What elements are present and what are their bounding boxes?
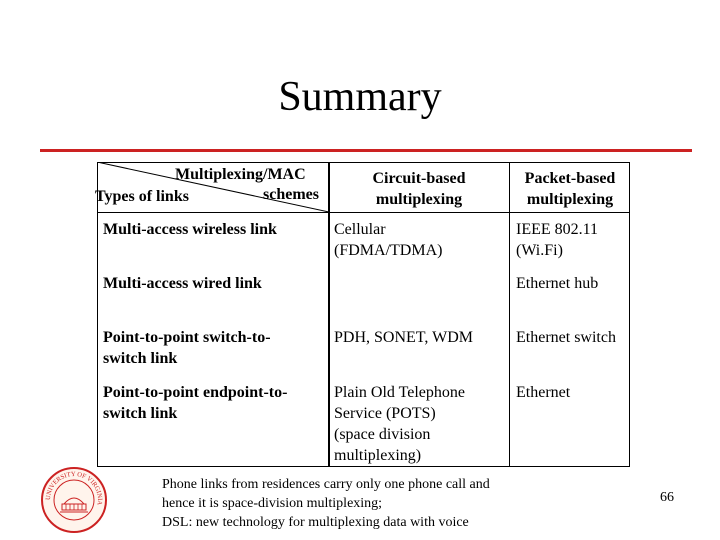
row-endpoint-link: Point-to-point endpoint-to- switch link [103,384,288,422]
header-corner-schemes: schemes [263,186,319,203]
header-circuit: Circuit-based multiplexing [372,170,466,208]
row-wired-link: Multi-access wired link [103,275,262,292]
header-packet: Packet-based multiplexing [524,170,616,208]
title-divider [40,149,692,152]
row-wireless-packet: IEEE 802.11 (Wi.Fi) [516,221,599,259]
summary-table [97,162,630,467]
university-seal-icon [40,466,108,534]
row-wireless-link: Multi-access wireless link [103,221,277,238]
row-switch-packet: Ethernet switch [516,329,616,346]
svg-text:UNIVERSITY OF VIRGINIA: UNIVERSITY OF VIRGINIA [44,470,104,506]
row-wireless-circuit: Cellular (FDMA/TDMA) [334,221,443,259]
row-endpoint-packet: Ethernet [516,384,571,401]
row-switch-link: Point-to-point switch-to- switch link [103,329,271,367]
row-wired-packet: Ethernet hub [516,275,599,292]
page-number: 66 [660,490,674,505]
page-title: Summary [278,74,442,120]
footnote: Phone links from residences carry only one phone call and hence it is space-division multiplexing; DSL: new technology for multiplexing data with voice [162,477,490,530]
row-switch-circuit: PDH, SONET, WDM [334,329,473,346]
header-corner-bottom: Types of links [95,188,189,205]
header-corner-top: Multiplexing/MAC [175,166,306,183]
row-endpoint-circuit: Plain Old Telephone Service (POTS) (space division multiplexing) [334,384,466,464]
table-border-bottom [97,466,630,467]
